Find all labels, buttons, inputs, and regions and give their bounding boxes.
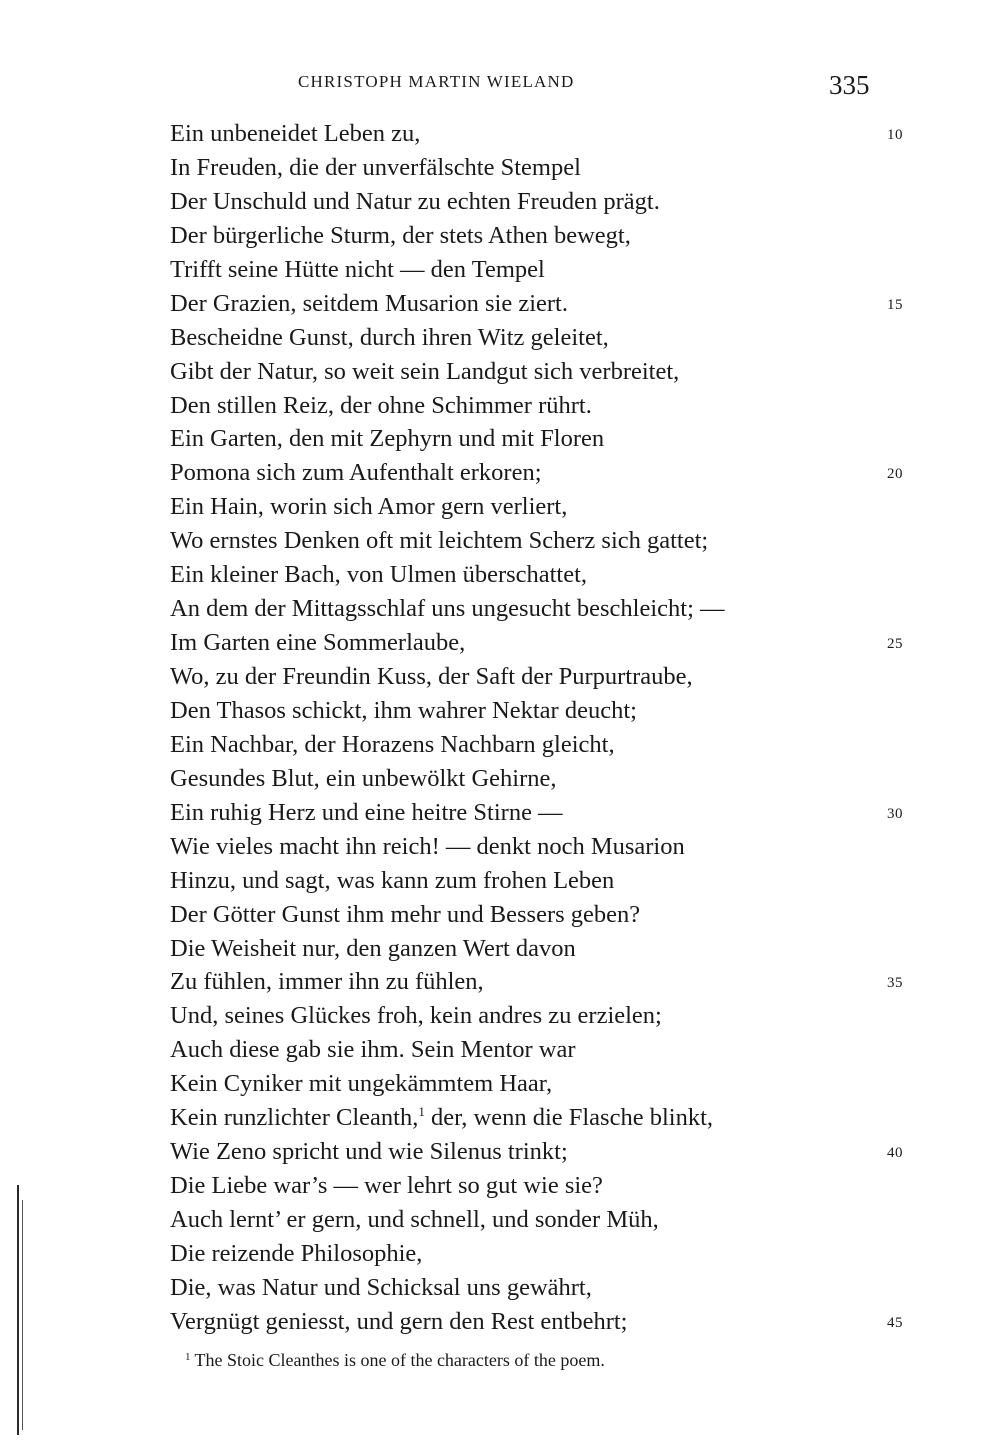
poem-line-text-part: Ein Garten, den mit Zephyrn und mit Floren [170,425,605,453]
line-number: 10 [887,127,903,143]
poem-line [170,1305,930,1339]
poem-line [170,965,930,999]
poem-line [170,355,930,389]
poem-line-text [170,1305,627,1339]
footnote-marker: 1 [185,1351,191,1363]
poem-line-text-part: Ein Hain, worin sich Amor gern verliert, [170,493,568,521]
poem-line-text-part: Die Liebe war’s — wer lehrt so gut wie sie? [170,1172,603,1200]
page-number: 335 [829,70,870,100]
poem-line-text [170,999,662,1033]
line-number: 45 [887,1314,903,1331]
poem-line [170,898,930,932]
poem-line-text-part: Vergnügt geniesst, und gern den Rest entbehrt; [170,1307,628,1335]
poem-line-text [170,422,604,456]
poem-line-text-part: der, wenn die Flasche blinkt, [424,1104,714,1132]
poem-line [170,1101,930,1135]
poem-line-text-part: Gesundes Blut, ein unbewölkt Gehirne, [170,764,557,792]
poem-line-text-part: In Freuden, die der unverfälschte Stempel [170,153,581,181]
poem-line-text [170,762,557,796]
poem-body [170,117,930,1339]
poem-line-text-part: Den stillen Reiz, der ohne Schimmer rührt. [170,391,592,419]
poem-line [170,1271,930,1305]
poem-line-text [170,592,725,626]
poem-line [170,422,930,456]
poem-line [170,1067,930,1101]
poem-line-text-part: Ein kleiner Bach, von Ulmen überschattet, [170,561,588,589]
poem-line-text-part: Zu fühlen, immer ihn zu fühlen, [170,968,484,996]
poem-line-text-part: Ein Nachbar, der Horazens Nachbarn gleicht, [170,730,615,758]
poem-line-text [170,253,545,287]
line-number: 15 [887,296,903,313]
poem-line-text [170,1237,422,1271]
poem-line [170,558,930,592]
poem-line [170,830,930,864]
poem-line-text-part: Bescheidne Gunst, durch ihren Witz geleitet, [170,323,609,351]
poem-line [170,389,930,423]
poem-line-text-part: Wie vieles macht ihn reich! — denkt noch Musarion [170,832,685,860]
poem-line-text [170,965,484,999]
line-number: 35 [887,975,903,992]
poem-line [170,932,930,966]
poem-line-text-part: Und, seines Glückes froh, kein andres zu erzielen; [170,1002,662,1030]
poem-line-text-part: Der Grazien, seitdem Musarion sie ziert. [170,289,568,317]
poem-line [170,626,930,660]
poem-line [170,117,930,151]
poem-line-text [170,1101,713,1135]
poem-line [170,524,930,558]
poem-line-text [170,1033,576,1067]
margin-rule [17,1185,19,1435]
poem-line-text-part: Ein unbeneidet Leben zu, [170,120,421,147]
poem-line-text [170,456,542,490]
poem-line-text [170,898,640,932]
poem-line-text [170,728,615,762]
poem-line-text-part: Gibt der Natur, so weit sein Landgut sich verbreitet, [170,357,680,385]
poem-line-text [170,321,609,355]
poem-line-text [170,117,420,151]
poem-line [170,592,930,626]
poem-line [170,796,930,830]
poem-line-text-part: Hinzu, und sagt, was kann zum frohen Leben [170,866,615,894]
poem-line [170,1135,930,1169]
poem-line [170,1203,930,1237]
poem-line-text-part: Ein ruhig Herz und eine heitre Stirne — [170,798,563,826]
poem-line-text-part: An dem der Mittagsschlaf uns ungesucht beschleicht; — [170,595,725,623]
poem-line-text [170,1271,592,1305]
poem-line [170,1169,930,1203]
poem-line-text-part: Auch diese gab sie ihm. Sein Mentor war [170,1036,576,1064]
poem-line [170,1237,930,1271]
poem-line-text-part: Trifft seine Hütte nicht — den Tempel [170,255,545,283]
poem-line [170,151,930,185]
poem-line [170,1033,930,1067]
poem-line [170,999,930,1033]
poem-line-text [170,219,631,253]
poem-line-text-part: Kein runzlichter Cleanth, [170,1104,419,1132]
poem-line-text [170,864,614,898]
poem-line [170,321,930,355]
poem-line-text-part: Der bürgerliche Sturm, der stets Athen bewegt, [170,221,631,249]
line-number: 25 [887,636,903,653]
poem-line-text [170,1067,552,1101]
poem-line-text [170,1135,568,1169]
poem-line [170,185,930,219]
poem-line-text-part: Im Garten eine Sommerlaube, [170,629,466,657]
running-head: CHRISTOPH MARTIN WIELAND [298,72,575,91]
poem-line [170,253,930,287]
poem-line [170,694,930,728]
footnote-text: The Stoic Cleanthes is one of the characters of the poem. [194,1350,605,1370]
poem-line-text [170,830,685,864]
poem-line [170,287,930,321]
poem-line [170,762,930,796]
poem-line [170,728,930,762]
poem-line-text-part: Der Unschuld und Natur zu echten Freuden prägt. [170,187,660,215]
poem-line-text-part: Wie Zeno spricht und wie Silenus trinkt; [170,1138,568,1166]
poem-line-text-part: Die reizende Philosophie, [170,1239,423,1267]
line-number: 20 [887,466,903,483]
poem-line-text [170,626,465,660]
footnote [185,1350,605,1371]
poem-line-text-part: Wo ernstes Denken oft mit leichtem Scherz sich gattet; [170,527,709,555]
footnote-reference: 1 [418,1104,425,1120]
poem-line-text [170,1203,659,1237]
poem-line-text-part: Kein Cyniker mit ungekämmtem Haar, [170,1070,553,1098]
poem-line-text [170,660,693,694]
poem-line-text [170,558,587,592]
poem-line-text [170,287,568,321]
poem-line-text [170,151,581,185]
poem-line-text [170,796,563,830]
poem-line-text-part: Auch lernt’ er gern, und schnell, und sonder Müh, [170,1206,659,1233]
poem-line-text-part: Der Götter Gunst ihm mehr und Bessers geben? [170,900,641,928]
poem-line-text [170,1169,603,1203]
poem-line-text-part: Pomona sich zum Aufenthalt erkoren; [170,459,542,487]
poem-line [170,490,930,524]
poem-line [170,864,930,898]
poem-line-text [170,389,592,423]
poem-line [170,456,930,490]
poem-line [170,660,930,694]
poem-line-text [170,694,637,728]
line-number: 30 [887,805,903,822]
poem-line-text [170,524,708,558]
poem-line-text [170,185,660,219]
poem-line-text-part: Den Thasos schickt, ihm wahrer Nektar deucht; [170,696,637,724]
margin-rule [22,1200,23,1430]
poem-line-text-part: Die Weisheit nur, den ganzen Wert davon [170,934,576,962]
poem-line-text-part: Die, was Natur und Schicksal uns gewährt, [170,1273,592,1301]
poem-line [170,219,930,253]
poem-line-text [170,355,679,389]
poem-line-text [170,932,576,966]
poem-line-text-part: Wo, zu der Freundin Kuss, der Saft der Purpurtraube, [170,663,693,690]
poem-line-text [170,490,567,524]
line-number: 40 [887,1145,903,1162]
